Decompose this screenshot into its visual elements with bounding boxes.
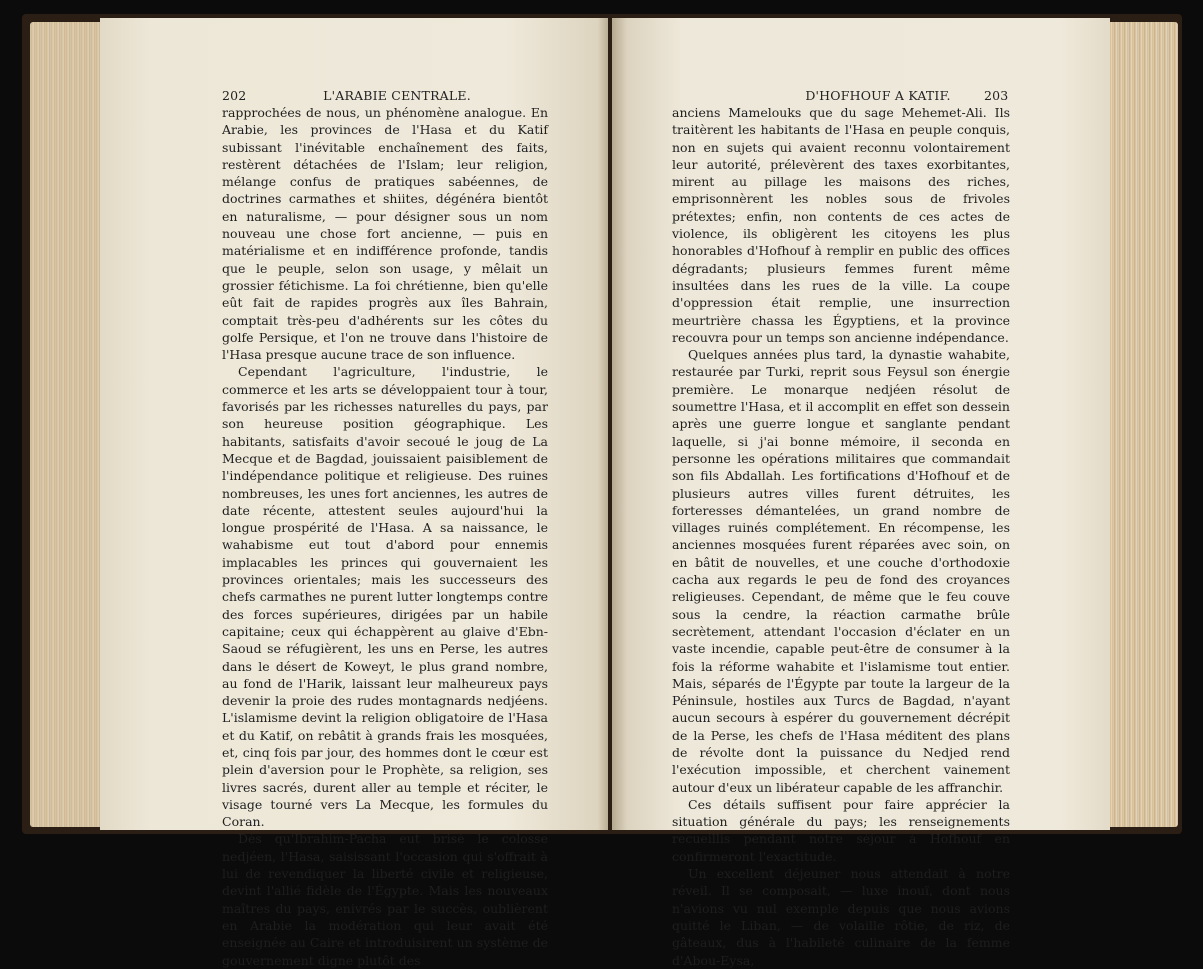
right-paragraph-4: Un excellent déjeuner nous attendait à notre réveil. Il se composait, — luxe inouï, dont nous n'avions vu nul exemple depuis que nous avions quitté le Liban, — de volaille rôtie, de riz, de gâteaux, dus à l'habileté culinaire de la femme d'Abou-Eysa, xyxy=(672,866,1010,968)
left-page-text xyxy=(222,104,548,969)
right-paragraph-3: Ces détails suffisent pour faire apprécier la situation générale du pays; les renseignements recueillis pendant notre séjour à Hofhouf en confirmeront l'exactitude. xyxy=(672,796,1010,864)
right-page-number: 203 xyxy=(984,88,1009,103)
page-edges-right xyxy=(1108,22,1178,827)
left-paragraph-2: Cependant l'agriculture, l'industrie, le commerce et les arts se développaient tour à tour, favorisés par les richesses naturelles du pays, par son heureuse position géographique. Les habitants, satisfaits d'avoir secoué le joug de La Mecque et de Bagdad, jouissaient paisiblement de l'indépendance politique et religieuse. Des ruines nombreuses, les unes fort anciennes, les autres de date récente, attestent seules aujourd'hui la longue prospérité de l'Hasa. A sa naissance, le wahabisme eut tout d'abord pour ennemis implacables les princes qui gouvernaient les provinces orientales; mais les successeurs des chefs carmathes ne purent lutter longtemps contre des forces supérieures, dirigées par un habile capitaine; ceux qui échappèrent au glaive d'Ebn-Saoud se réfugièrent, les uns en Perse, les autres dans le désert de Koweyt, le plus grand nombre, au fond de l'Harik, laissant leur malheureux pays devenir la proie des rudes montagnards nedjéens. L'islamisme devint la religion obligatoire de l'Hasa et du Katif, on rebâtit à grands frais les mosquées, et, cinq fois par jour, des hommes dont le cœur est plein d'aversion pour le Prophète, sa religion, ses livres sacrés, durent aller au temple et réciter, le visage tourné vers La Mecque, les formules du Coran. xyxy=(222,364,548,830)
left-running-title: L'ARABIE CENTRALE. xyxy=(323,88,471,103)
right-paragraph-2: Quelques années plus tard, la dynastie wahabite, restaurée par Turki, reprit sous Feysul son énergie première. Le monarque nedjéen résolut de soumettre l'Hasa, et il accomplit en effet son dessein après une guerre longue et sanglante pendant laquelle, si j'ai bonne mémoire, il seconda en personne les opérations militaires que commandait son fils Abdallah. Les fortifications d'Hofhouf et de plusieurs autres villes furent détruites, les forteresses démantelées, un grand nombre de villages ruinés complétement. En récompense, les anciennes mosquées furent réparées avec soin, on en bâtit de nouvelles, et une couche d'orthodoxie cacha aux regards le peu de fond des croyances religieuses. Cependant, de même que le feu couve sous la cendre, la réaction carmathe brûle secrètement, attendant l'occasion d'éclater en un vaste incendie, capable peut-être de consumer à la fois la réforme wahabite et l'islamisme tout entier. Mais, séparés de l'Égypte par toute la largeur de la Péninsule, hostiles aux Turcs de Bagdad, n'ayant aucun secours à espérer du gouvernement décrépit de la Perse, les chefs de l'Hasa méditent des plans de révolte dont la puissance du Nedjed rend l'exécution impossible, et cherchent vainement autour d'eux un libérateur capable de les affranchir. xyxy=(672,347,1010,795)
left-page-number: 202 xyxy=(222,88,247,103)
right-paragraph-1: anciens Mamelouks que du sage Mehemet-Ali. Ils traitèrent les habitants de l'Hasa en peuple conquis, non en sujets qui avaient reconnu volontairement leur autorité, prélevèrent des taxes exorbitantes, mirent au pillage les maisons des riches, emprisonnèrent les nobles sous de frivoles prétextes; enfin, non contents de ces actes de violence, ils obligèrent les citoyens les plus honorables d'Hofhouf à remplir en public des offices dégradants; plusieurs femmes furent même insultées dans les rues de la ville. La coupe d'oppression était remplie, une insurrection meurtrière chassa les Égyptiens, et la province recouvra pour un temps son ancienne indépendance. xyxy=(672,105,1010,345)
left-paragraph-1: rapprochées de nous, un phénomène analogue. En Arabie, les provinces de l'Hasa et du Katif subissant l'inévitable enchaînement des faits, restèrent détachées de l'Islam; leur religion, mélange confus de pratiques sabéennes, de doctrines carmathes et shiites, dégénéra bientôt en naturalisme, — pour désigner sous un nom nouveau une chose fort ancienne, — puis en matérialisme et en indifférence profonde, tandis que le peuple, selon son usage, y mêlait un grossier fétichisme. La foi chrétienne, bien qu'elle eût fait de rapides progrès aux îles Bahrain, comptait très-peu d'adhérents sur les côtes du golfe Persique, et l'on ne trouve dans l'histoire de l'Hasa presque aucune trace de son influence. xyxy=(222,105,548,363)
left-paragraph-3: Dès qu'Ibrahim-Pacha eut brisé le colosse nedjéen, l'Hasa, saisissant l'occasion qui s'offrait à lui de revendiquer la liberté civile et religieuse, devint l'allié fidèle de l'Égypte. Mais les nouveaux maîtres du pays, enivrés par le succès, oublièrent en Arabie la modération qui leur avait été enseignée au Caire et introduisirent un système de gouvernement digne plutôt des xyxy=(222,831,548,968)
right-running-title: D'HOFHOUF A KATIF. xyxy=(805,88,951,103)
right-page-text xyxy=(672,104,1010,969)
left-page xyxy=(100,18,608,968)
right-page xyxy=(612,18,1110,968)
page-edges-left xyxy=(30,22,110,827)
